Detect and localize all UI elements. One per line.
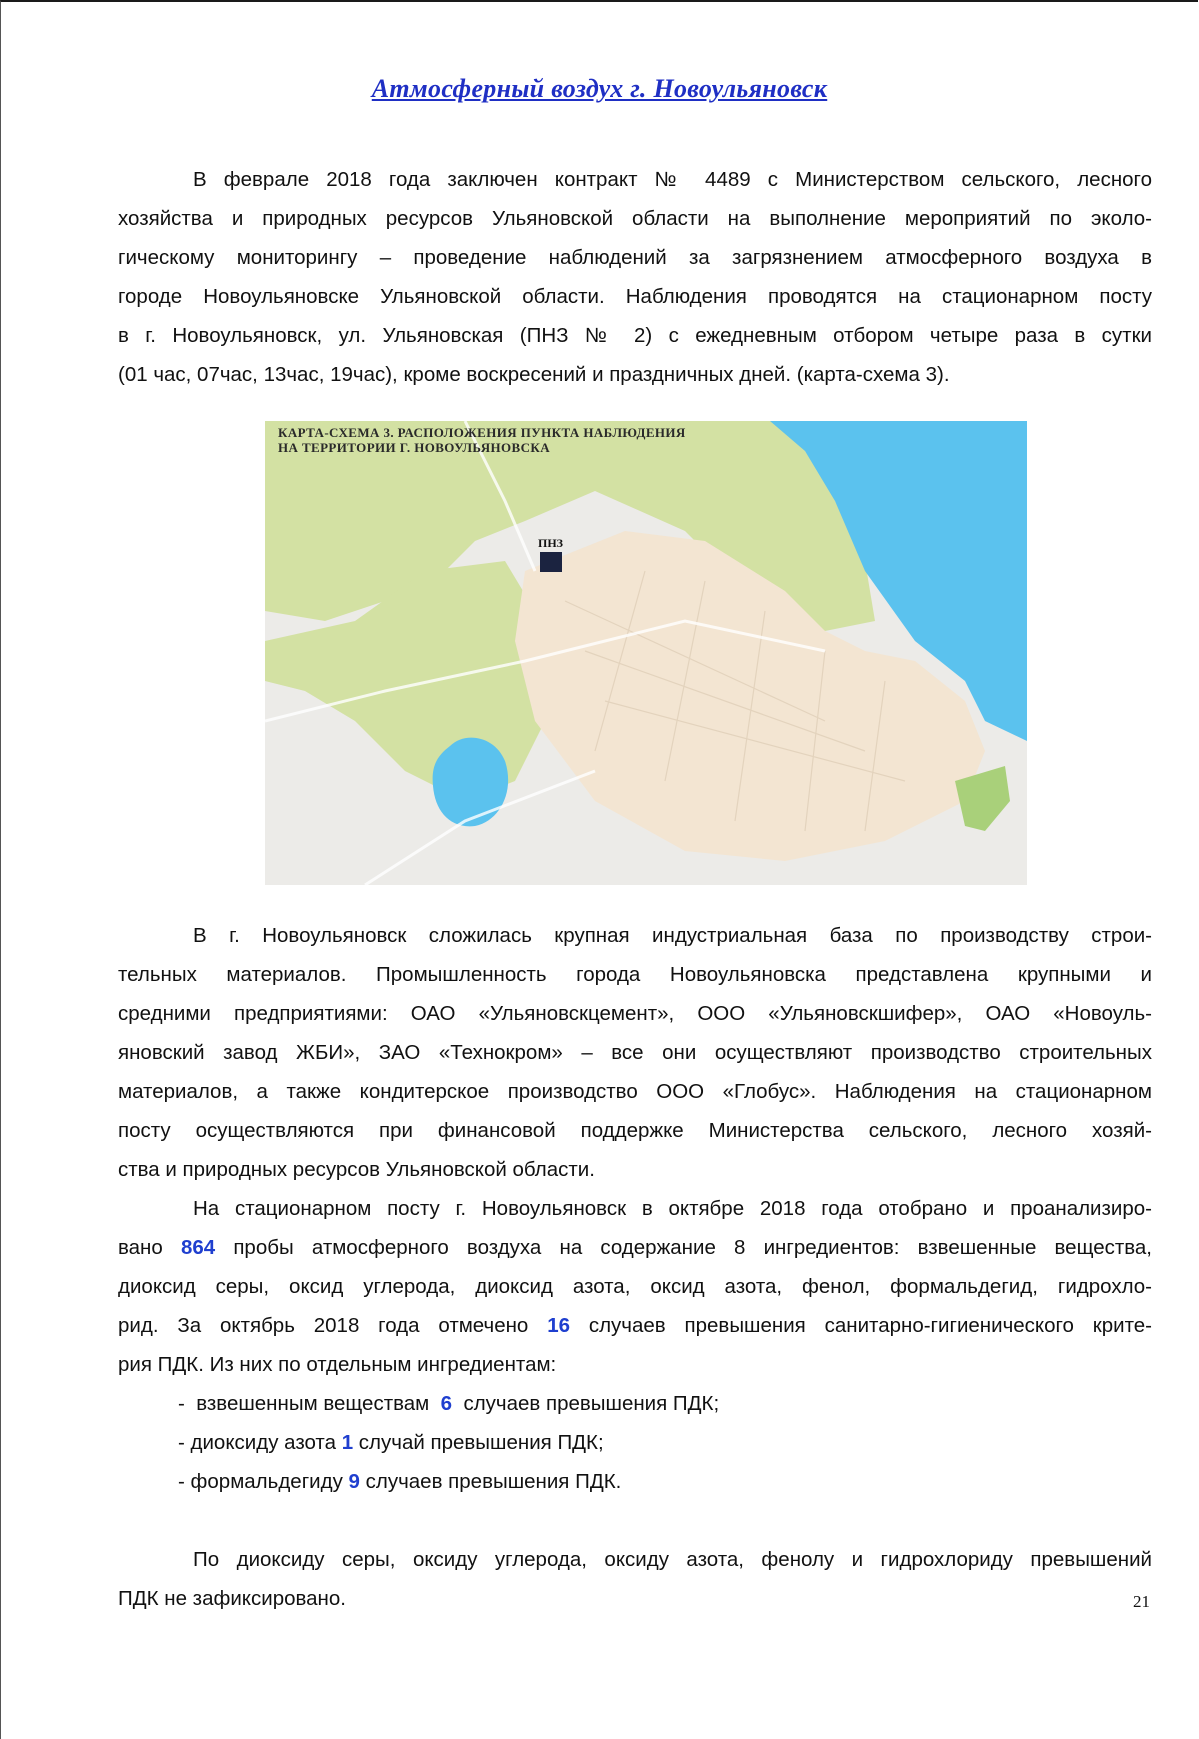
industry-line: тельных материалов. Промышленность города Новоульяновска представлена крупными и [118, 963, 1152, 986]
industry-line: В г. Новоульяновск сложилась крупная индустриальная база по производству строи- [193, 924, 1152, 947]
intro-line: городе Новоульяновске Ульяновской области. Наблюдения проводятся на стационарном посту [118, 285, 1152, 308]
list-item [178, 1462, 621, 1501]
intro-line: гическому мониторингу – проведение наблюдений за загрязнением атмосферного воздуха в [118, 246, 1152, 269]
intro-paragraph [118, 160, 1152, 394]
list-item-count: 1 [341, 1431, 354, 1454]
list-item-text: случай превышения ПДК; [353, 1431, 604, 1454]
results-text: рид. За октябрь 2018 года отмечено [118, 1314, 548, 1337]
results-line [118, 1228, 1152, 1267]
results-line [118, 1306, 1152, 1345]
results-text: вано [118, 1236, 181, 1259]
results-line: На стационарном посту г. Новоульяновск в октябре 2018 года отобрано и проанализиро- [193, 1197, 1152, 1220]
station-marker-icon [540, 552, 562, 572]
list-item-text: - взвешенным веществам [178, 1392, 441, 1415]
industry-line: яновский завод ЖБИ», ЗАО «Технокром» – все они осуществляют производство строительных [118, 1041, 1152, 1064]
results-paragraph [118, 1189, 1152, 1384]
results-text: случаев превышения санитарно-гигиенического крите- [570, 1314, 1152, 1337]
page-number: 21 [1133, 1592, 1150, 1611]
list-item-count: 9 [348, 1470, 360, 1493]
pnz-label: ПНЗ [538, 536, 564, 550]
exceed-total-count: 16 [547, 1314, 570, 1337]
list-item [178, 1423, 604, 1462]
map-scheme [265, 421, 1027, 885]
results-line: рия ПДК. Из них по отдельным ингредиентам: [118, 1353, 557, 1376]
map-graphic [265, 421, 1027, 885]
map-caption-line: КАРТА-СХЕМА 3. РАСПОЛОЖЕНИЯ ПУНКТА НАБЛЮДЕНИЯ [278, 425, 686, 440]
conclusion-line: По диоксиду серы, оксиду углерода, оксиду азота, фенолу и гидрохлориду превышений [193, 1548, 1152, 1571]
intro-line: в г. Новоульяновск, ул. Ульяновская (ПНЗ № 2) с ежедневным отбором четыре раза в сутки [118, 324, 1152, 347]
intro-line: (01 час, 07час, 13час, 19час), кроме воскресений и праздничных дней. (карта-схема 3). [118, 363, 950, 386]
list-item-count: 6 [440, 1392, 453, 1415]
intro-line: В феврале 2018 года заключен контракт № 4489 с Министерством сельского, лесного [193, 168, 1152, 191]
intro-line: хозяйства и природных ресурсов Ульяновской области на выполнение мероприятий по эколо- [118, 207, 1152, 230]
industry-line: средними предприятиями: ОАО «Ульяновскцемент», ООО «Ульяновскшифер», ОАО «Новоуль- [118, 1002, 1152, 1025]
industry-line: ства и природных ресурсов Ульяновской области. [118, 1158, 595, 1181]
page-title: Атмосферный воздух г. Новоульяновск [371, 74, 828, 103]
list-item-text: случаев превышения ПДК. [359, 1470, 622, 1493]
list-item-text: - диоксиду азота [178, 1431, 342, 1454]
industry-line: материалов, а также кондитерское производство ООО «Глобус». Наблюдения на стационарном [118, 1080, 1152, 1103]
samples-count: 864 [180, 1236, 216, 1259]
industry-paragraph [118, 916, 1152, 1189]
map-caption [278, 425, 686, 455]
industry-line: посту осуществляются при финансовой поддержке Министерства сельского, лесного хозяй- [118, 1119, 1152, 1142]
list-item [178, 1384, 719, 1423]
list-item-text: случаев превышения ПДК; [452, 1392, 720, 1415]
results-line: диоксид серы, оксид углерода, диоксид азота, оксид азота, фенол, формальдегид, гидрохло- [118, 1275, 1152, 1298]
results-text: пробы атмосферного воздуха на содержание 8 ингредиентов: взвешенные вещества, [215, 1236, 1153, 1259]
list-item-text: - формальдегиду [178, 1470, 349, 1493]
conclusion-paragraph [118, 1540, 1152, 1618]
map-caption-line: НА ТЕРРИТОРИИ Г. НОВОУЛЬЯНОВСКА [278, 440, 550, 455]
conclusion-line: ПДК не зафиксировано. [118, 1587, 346, 1610]
